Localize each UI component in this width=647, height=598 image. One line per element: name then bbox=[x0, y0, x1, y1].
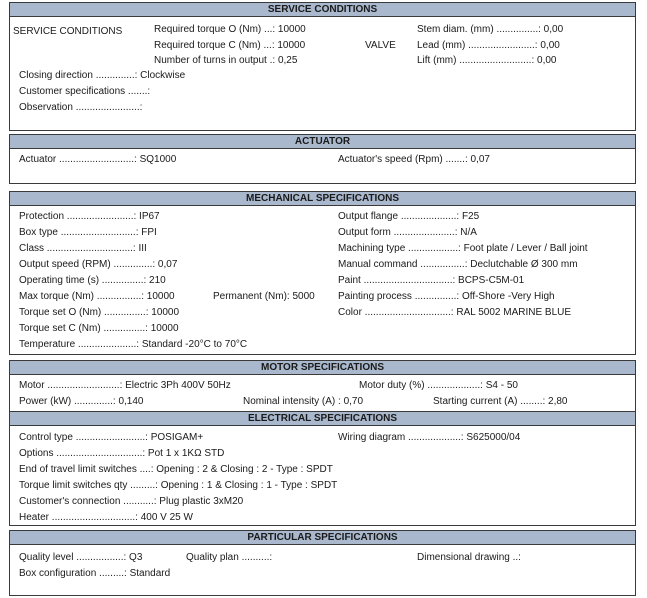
customer-connection: Customer's connection ...........: Plug plastic 3xM20 bbox=[19, 496, 244, 507]
quality-plan: Quality plan ..........: bbox=[186, 552, 273, 563]
motor-duty: Motor duty (%) ...................: S4 - 50 bbox=[359, 380, 518, 391]
paint: Paint ................................: BCPS-C5M-01 bbox=[338, 275, 525, 286]
mechanical-specifications-section bbox=[9, 191, 636, 355]
max-torque: Max torque (Nm) ................: 10000 bbox=[19, 291, 175, 302]
permanent-torque: Permanent (Nm): 5000 bbox=[213, 291, 315, 302]
actuator-section bbox=[9, 134, 636, 184]
torque-set-c: Torque set C (Nm) ...............: 10000 bbox=[19, 323, 179, 334]
color: Color ...............................: RAL 5002 MARINE BLUE bbox=[338, 307, 572, 318]
output-flange: Output flange ....................: F25 bbox=[338, 211, 480, 222]
class: Class ...............................: III bbox=[19, 243, 147, 254]
protection: Protection ........................: IP67 bbox=[19, 211, 160, 222]
actuator-model: Actuator ...........................: SQ1000 bbox=[19, 154, 177, 165]
electrical-specifications-header: ELECTRICAL SPECIFICATIONS bbox=[10, 412, 635, 426]
torque-set-o: Torque set O (Nm) ...............: 10000 bbox=[19, 307, 180, 318]
stem-diameter: Stem diam. (mm) ...............: 0,00 bbox=[417, 24, 564, 35]
particular-specifications-header: PARTICULAR SPECIFICATIONS bbox=[10, 531, 635, 545]
lift: Lift (mm) ..........................: 0,00 bbox=[417, 55, 557, 66]
motor: Motor ..........................: Electric 3Ph 400V 50Hz bbox=[19, 380, 231, 391]
observation: Observation .......................: bbox=[19, 102, 143, 113]
service-conditions-header: SERVICE CONDITIONS bbox=[10, 3, 635, 17]
options: Options ...............................: Pot 1 x 1KΩ STD bbox=[19, 448, 225, 459]
customer-specifications: Customer specifications .......: bbox=[19, 86, 151, 97]
temperature: Temperature .....................: Standard -20°C to 70°C bbox=[19, 339, 248, 350]
dimensional-drawing: Dimensional drawing ..: bbox=[417, 552, 521, 563]
painting-process: Painting process ...............: Off-Shore -Very High bbox=[338, 291, 555, 302]
required-torque-c: Required torque C (Nm) ...: 10000 bbox=[154, 40, 306, 51]
quality-level: Quality level .................: Q3 bbox=[19, 552, 143, 563]
nominal-intensity: Nominal intensity (A) : 0,70 bbox=[243, 396, 364, 407]
operating-time: Operating time (s) ...............: 210 bbox=[19, 275, 166, 286]
valve-label: VALVE bbox=[365, 40, 396, 51]
number-of-turns: Number of turns in output .: 0,25 bbox=[154, 55, 298, 66]
wiring-diagram: Wiring diagram ...................: S625000/04 bbox=[338, 432, 521, 443]
service-conditions-label: SERVICE CONDITIONS bbox=[13, 26, 123, 37]
starting-current: Starting current (A) ........: 2,80 bbox=[433, 396, 568, 407]
manual-command: Manual command ................: Declutchable Ø 300 mm bbox=[338, 259, 578, 270]
output-form: Output form ......................: N/A bbox=[338, 227, 477, 238]
actuator-speed: Actuator's speed (Rpm) .......: 0,07 bbox=[338, 154, 490, 165]
mechanical-specifications-header: MECHANICAL SPECIFICATIONS bbox=[10, 192, 635, 206]
heater: Heater ..............................: 400 V 25 W bbox=[19, 512, 193, 523]
power: Power (kW) ..............: 0,140 bbox=[19, 396, 144, 407]
lead: Lead (mm) ........................: 0,00 bbox=[417, 40, 560, 51]
output-speed: Output speed (RPM) ..............: 0,07 bbox=[19, 259, 178, 270]
box-type: Box type ...........................: FPI bbox=[19, 227, 157, 238]
control-type: Control type .........................: POSIGAM+ bbox=[19, 432, 204, 443]
actuator-header: ACTUATOR bbox=[10, 135, 635, 149]
machining-type: Machining type ..................: Foot plate / Lever / Ball joint bbox=[338, 243, 588, 254]
box-configuration: Box configuration .........: Standard bbox=[19, 568, 171, 579]
electrical-specifications-section bbox=[9, 411, 636, 526]
end-of-travel-limit-switches: End of travel limit switches ....: Opening : 2 & Closing : 2 - Type : SPDT bbox=[19, 464, 333, 475]
closing-direction: Closing direction ..............: Clockwise bbox=[19, 70, 186, 81]
motor-specifications-header: MOTOR SPECIFICATIONS bbox=[10, 361, 635, 375]
torque-limit-switches: Torque limit switches qty .........: Opening : 1 & Closing : 1 - Type : SPDT bbox=[19, 480, 338, 491]
particular-specifications-section bbox=[9, 530, 636, 596]
service-conditions-section bbox=[9, 2, 636, 131]
motor-specifications-section bbox=[9, 360, 636, 412]
required-torque-o: Required torque O (Nm) ...: 10000 bbox=[154, 24, 306, 35]
